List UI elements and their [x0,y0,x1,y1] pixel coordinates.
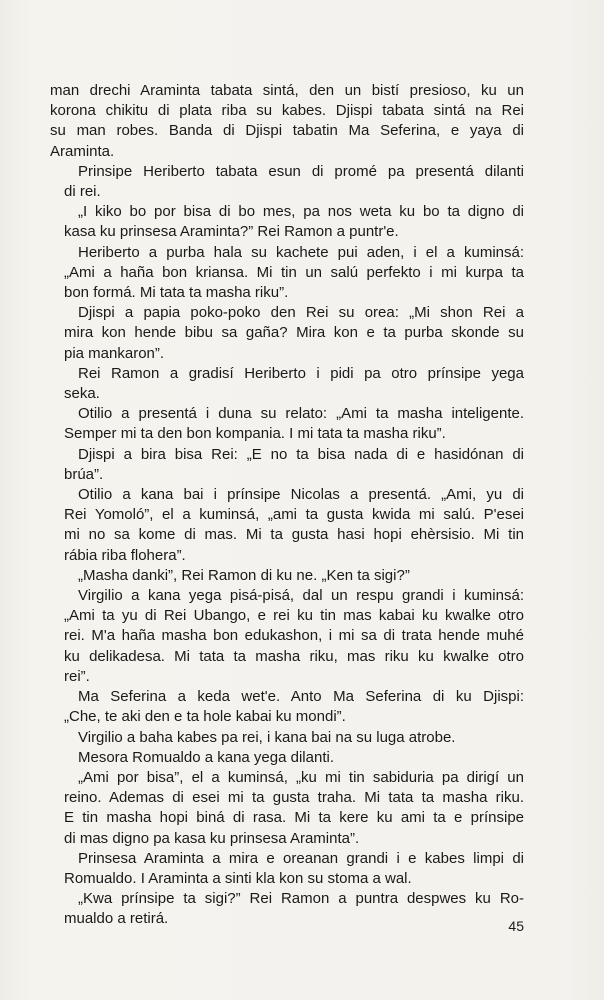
text-line: Prinsipe Heriberto tabata esun di promé pa presentá dilanti [78,162,524,180]
text-line: mi no sa kome di mas. Mi ta gusta hasi hopi ehèrsisio. Mi tin [64,526,524,544]
text-line: ku delikadesa. Mi tata ta masha riku, mas riku ku kwalke otro [64,647,524,665]
text-line: Otilio a kana bai i prínsipe Nicolas a presentá. „Ami, yu di [78,486,524,504]
text-line: „Kwa prínsipe ta sigi?” Rei Ramon a puntra despwes ku Ro- [78,890,524,908]
text-line: rei. M'a haña masha bon edukashon, i mi sa di trata hende muhé [64,627,524,645]
text-line: Romualdo. I Araminta a sinti kla kon su stoma a wal. [64,869,412,887]
paragraph [50,849,524,889]
text-line: rábia riba flohera”. [64,546,186,564]
text-line: pia mankaron”. [64,344,165,362]
text-line: „Ami ta yu di Rei Ubango, e rei ku tin mas kabai ku kwalke otro [64,607,524,625]
paragraph [50,243,524,304]
paragraph [50,162,524,202]
text-line: mira kon hende bibu sa gaña? Mira kon e ta purba skonde su [64,324,524,342]
text-line: Otilio a presentá i duna su relato: „Ami ta masha inteligente. [78,405,524,423]
paragraph [50,364,524,404]
text-line: E tin masha hopi biná di rasa. Mi ta kere ku ami ta e prínsipe [64,809,524,827]
body-text [50,81,524,930]
text-line: reino. Ademas di esei mi ta gusta traha. Mi tata ta masha riku. [64,789,524,807]
paragraph [50,202,524,242]
paragraph [50,303,524,364]
text-line: mualdo a retirá. [64,910,169,928]
paragraph [50,485,524,566]
text-line: Virgilio a kana yega pisá-pisá, dal un respu grandi i kuminsá: [78,587,524,605]
paragraph [50,586,524,687]
page-number: 45 [508,918,524,934]
text-line: Araminta. [50,142,115,160]
text-line: di rei. [64,183,101,201]
text-line: Prinsesa Araminta a mira e oreanan grandi i e kabes limpi di [78,849,524,867]
text-line: „Masha danki”, Rei Ramon di ku ne. „Ken ta sigi?” [78,566,410,584]
text-line: di mas digno pa kasa ku prinsesa Araminta”. [64,829,360,847]
text-line: Ma Seferina a keda wet'e. Anto Ma Seferina di ku Djispi: [78,688,524,706]
text-line: man drechi Araminta tabata sintá, den un bistí presioso, ku un [50,82,524,99]
paragraph [50,768,524,849]
paragraph [50,748,524,768]
paragraph [50,445,524,485]
paragraph [50,566,524,586]
text-line: Heriberto a purba hala su kachete pui aden, i el a kuminsá: [78,243,524,261]
text-line: Semper mi ta den bon kompania. I mi tata ta masha riku”. [64,425,446,443]
text-line: Djispi a papia poko-poko den Rei su orea: „Mi shon Rei a [78,304,524,322]
text-line: Virgilio a baha kabes pa rei, i kana bai na su luga atrobe. [78,728,456,746]
text-line: Rei Ramon a gradisí Heriberto i pidi pa otro prínsipe yega [78,364,524,382]
paragraph [50,687,524,727]
paragraph [50,81,524,162]
text-line: bon formá. Mi tata ta masha riku”. [64,284,289,302]
text-line: korona chikitu di plata riba su kabes. Djispi tabata sintá na Rei [50,102,524,120]
paragraph [50,404,524,444]
text-line: kasa ku prinsesa Araminta?” Rei Ramon a puntr'e. [64,223,399,241]
text-line: su man robes. Banda di Djispi tabatin Ma Seferina, e yaya di [50,122,524,140]
text-line: rei”. [64,667,90,685]
text-line: seka. [64,385,100,403]
text-line: Djispi a bira bisa Rei: „E no ta bisa nada di e hasidónan di [78,445,524,463]
text-line: Rei Yomoló”, el a kuminsá, „ami ta gusta kwida mi salú. P'esei [64,506,524,524]
text-line: brúa”. [64,465,104,483]
text-line: „Ami por bisa”, el a kuminsá, „ku mi tin sabiduria pa dirigí un [78,768,524,786]
text-line: „Che, te aki den e ta hole kabai ku mondi”. [64,708,346,726]
paragraph [50,889,524,929]
text-line: „Ami a haña bon kriansa. Mi tin un salú perfekto i mi kurpa ta [64,263,524,281]
paragraph [50,728,524,748]
text-line: Mesora Romualdo a kana yega dilanti. [78,748,334,766]
text-line: „I kiko bo por bisa di bo mes, pa nos weta ku bo ta digno di [78,203,524,221]
